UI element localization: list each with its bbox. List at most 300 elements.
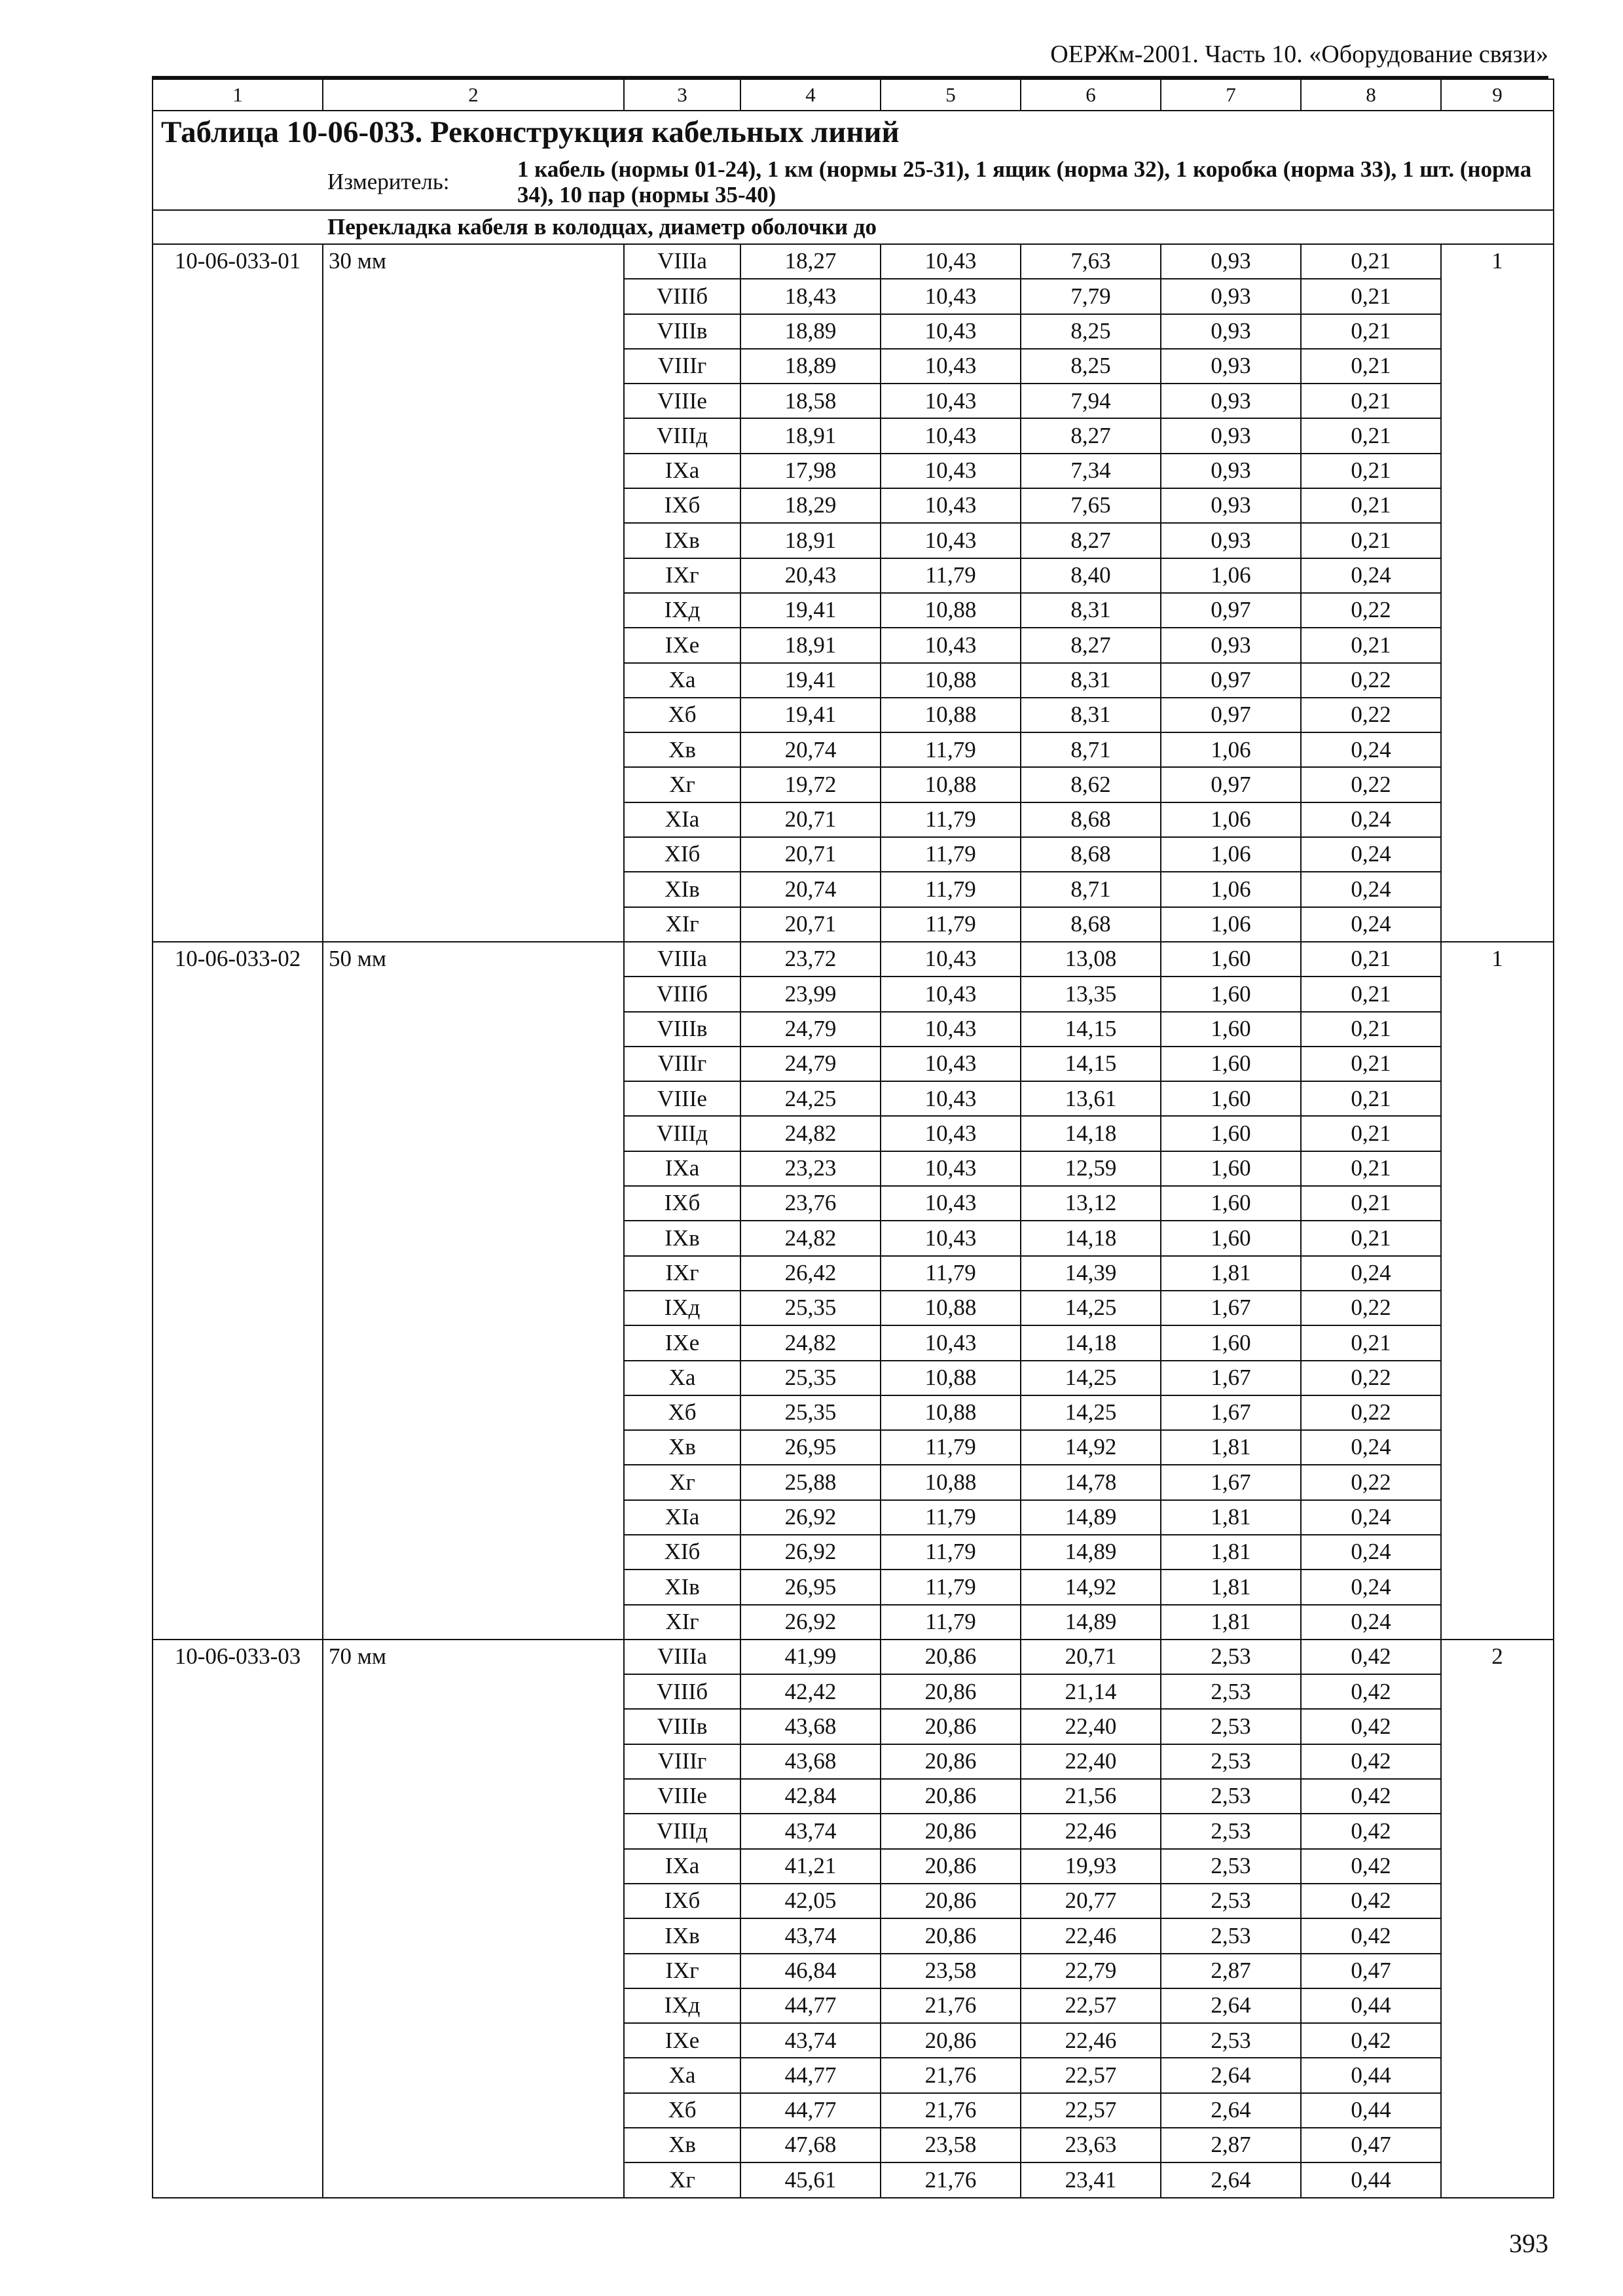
zone-cell: Xв	[624, 732, 740, 767]
value-col5: 21,76	[881, 2162, 1021, 2197]
value-col5: 10,43	[881, 418, 1021, 453]
value-col5: 11,79	[881, 802, 1021, 837]
value-col5: 20,86	[881, 1849, 1021, 1884]
value-col6: 14,39	[1021, 1256, 1161, 1291]
value-col7: 2,53	[1161, 1814, 1301, 1848]
norms-table	[152, 79, 1554, 2198]
value-col5: 10,43	[881, 454, 1021, 488]
unit-row	[153, 154, 1554, 210]
value-col5: 10,43	[881, 523, 1021, 558]
value-col7: 1,81	[1161, 1500, 1301, 1535]
value-col6: 14,15	[1021, 1047, 1161, 1081]
value-col6: 19,93	[1021, 1849, 1161, 1884]
value-col4: 18,58	[740, 384, 881, 418]
value-col8: 0,22	[1301, 1361, 1441, 1395]
zone-cell: Xг	[624, 1465, 740, 1499]
value-col4: 25,35	[740, 1361, 881, 1395]
column-number: 8	[1301, 79, 1441, 111]
zone-cell: Xб	[624, 1395, 740, 1430]
norm-group	[153, 244, 1554, 942]
value-col5: 10,43	[881, 1012, 1021, 1047]
zone-cell: VIIIа	[624, 942, 740, 977]
value-col7: 0,97	[1161, 663, 1301, 698]
value-col8: 0,21	[1301, 1221, 1441, 1255]
value-col8: 0,24	[1301, 1430, 1441, 1465]
unit-text: 1 кабель (нормы 01-24), 1 км (нормы 25-31), 1 ящик (норма 32), 1 коробка (норма 33), 1 шт. (норма 34), 10 пар (нормы 35-40)	[517, 156, 1532, 207]
value-col8: 0,21	[1301, 279, 1441, 314]
value-col7: 0,93	[1161, 279, 1301, 314]
value-col9: 1	[1441, 942, 1554, 1640]
value-col4: 46,84	[740, 1954, 881, 1988]
value-col7: 2,87	[1161, 2128, 1301, 2162]
value-col8: 0,21	[1301, 1012, 1441, 1047]
value-col5: 23,58	[881, 1954, 1021, 1988]
norm-name: 70 мм	[323, 1640, 624, 2198]
value-col8: 0,21	[1301, 384, 1441, 418]
value-col7: 2,64	[1161, 2093, 1301, 2128]
table-row	[153, 244, 1554, 279]
value-col6: 20,77	[1021, 1884, 1161, 1918]
value-col7: 1,60	[1161, 1151, 1301, 1186]
value-col6: 22,40	[1021, 1744, 1161, 1779]
value-col4: 18,29	[740, 488, 881, 523]
value-col7: 1,06	[1161, 802, 1301, 837]
value-col4: 44,77	[740, 2058, 881, 2092]
value-col8: 0,24	[1301, 558, 1441, 593]
value-col6: 14,89	[1021, 1500, 1161, 1535]
value-col4: 26,92	[740, 1605, 881, 1640]
zone-cell: Xа	[624, 663, 740, 698]
value-col7: 1,81	[1161, 1535, 1301, 1570]
value-col8: 0,44	[1301, 2058, 1441, 2092]
value-col8: 0,42	[1301, 1674, 1441, 1709]
value-col8: 0,24	[1301, 872, 1441, 906]
value-col7: 0,93	[1161, 244, 1301, 279]
value-col6: 21,56	[1021, 1779, 1161, 1814]
value-col5: 10,88	[881, 1361, 1021, 1395]
table-title: Таблица 10-06-033. Реконструкция кабельных линий	[161, 115, 900, 150]
value-col4: 41,21	[740, 1849, 881, 1884]
value-col6: 8,62	[1021, 767, 1161, 802]
zone-cell: IXд	[624, 1988, 740, 2023]
zone-cell: Xа	[624, 1361, 740, 1395]
zone-cell: IXа	[624, 454, 740, 488]
value-col6: 14,18	[1021, 1221, 1161, 1255]
value-col8: 0,24	[1301, 1256, 1441, 1291]
value-col6: 8,27	[1021, 523, 1161, 558]
value-col6: 8,68	[1021, 907, 1161, 942]
zone-cell: XIг	[624, 1605, 740, 1640]
zone-cell: VIIIг	[624, 1744, 740, 1779]
zone-cell: VIIIд	[624, 418, 740, 453]
value-col8: 0,42	[1301, 1918, 1441, 1953]
value-col8: 0,22	[1301, 1291, 1441, 1325]
value-col8: 0,21	[1301, 244, 1441, 279]
value-col8: 0,47	[1301, 2128, 1441, 2162]
zone-cell: IXг	[624, 1256, 740, 1291]
value-col7: 1,60	[1161, 1081, 1301, 1116]
table-title-cell	[153, 111, 1554, 154]
value-col4: 25,88	[740, 1465, 881, 1499]
value-col4: 20,71	[740, 837, 881, 872]
value-col4: 25,35	[740, 1395, 881, 1430]
value-col8: 0,44	[1301, 1988, 1441, 2023]
value-col6: 14,92	[1021, 1430, 1161, 1465]
value-col8: 0,21	[1301, 1186, 1441, 1221]
value-col5: 11,79	[881, 1430, 1021, 1465]
value-col6: 22,57	[1021, 1988, 1161, 2023]
value-col6: 14,25	[1021, 1361, 1161, 1395]
value-col5: 11,79	[881, 837, 1021, 872]
value-col8: 0,42	[1301, 1849, 1441, 1884]
value-col6: 22,79	[1021, 1954, 1161, 1988]
zone-cell: VIIIб	[624, 279, 740, 314]
zone-cell: IXв	[624, 523, 740, 558]
value-col8: 0,21	[1301, 1047, 1441, 1081]
value-col7: 0,97	[1161, 698, 1301, 732]
zone-cell: IXб	[624, 1186, 740, 1221]
value-col6: 8,31	[1021, 698, 1161, 732]
value-col7: 2,64	[1161, 2058, 1301, 2092]
zone-cell: IXд	[624, 1291, 740, 1325]
zone-cell: Xг	[624, 2162, 740, 2197]
value-col4: 44,77	[740, 2093, 881, 2128]
value-col7: 0,93	[1161, 349, 1301, 384]
value-col8: 0,21	[1301, 1116, 1441, 1151]
value-col8: 0,42	[1301, 1744, 1441, 1779]
value-col5: 10,88	[881, 663, 1021, 698]
zone-cell: Xг	[624, 767, 740, 802]
column-number: 7	[1161, 79, 1301, 111]
value-col7: 2,53	[1161, 1709, 1301, 1744]
value-col4: 20,71	[740, 802, 881, 837]
value-col8: 0,22	[1301, 698, 1441, 732]
value-col4: 24,79	[740, 1012, 881, 1047]
value-col5: 11,79	[881, 558, 1021, 593]
value-col8: 0,42	[1301, 1814, 1441, 1848]
value-col9: 1	[1441, 244, 1554, 942]
value-col5: 11,79	[881, 907, 1021, 942]
value-col8: 0,42	[1301, 1779, 1441, 1814]
value-col4: 43,74	[740, 1814, 881, 1848]
value-col7: 1,81	[1161, 1430, 1301, 1465]
value-col7: 2,53	[1161, 1884, 1301, 1918]
value-col4: 25,35	[740, 1291, 881, 1325]
value-col6: 22,46	[1021, 2023, 1161, 2058]
value-col8: 0,21	[1301, 454, 1441, 488]
value-col7: 1,81	[1161, 1605, 1301, 1640]
unit-cell	[153, 154, 1554, 210]
value-col7: 1,60	[1161, 1116, 1301, 1151]
value-col7: 1,81	[1161, 1570, 1301, 1604]
zone-cell: IXд	[624, 593, 740, 628]
value-col8: 0,24	[1301, 907, 1441, 942]
value-col8: 0,42	[1301, 1884, 1441, 1918]
value-col6: 14,25	[1021, 1395, 1161, 1430]
value-col5: 20,86	[881, 2023, 1021, 2058]
value-col5: 10,88	[881, 593, 1021, 628]
value-col6: 7,34	[1021, 454, 1161, 488]
value-col8: 0,21	[1301, 349, 1441, 384]
zone-cell: VIIIа	[624, 244, 740, 279]
value-col7: 1,06	[1161, 837, 1301, 872]
value-col6: 22,57	[1021, 2093, 1161, 2128]
zone-cell: IXе	[624, 628, 740, 662]
value-col4: 26,42	[740, 1256, 881, 1291]
zone-cell: VIIIб	[624, 977, 740, 1011]
column-number: 2	[323, 79, 624, 111]
zone-cell: IXв	[624, 1221, 740, 1255]
value-col4: 19,72	[740, 767, 881, 802]
value-col5: 20,86	[881, 1814, 1021, 1848]
value-col4: 20,43	[740, 558, 881, 593]
value-col4: 18,91	[740, 628, 881, 662]
value-col5: 11,79	[881, 1256, 1021, 1291]
zone-cell: VIIIг	[624, 349, 740, 384]
zone-cell: Xб	[624, 2093, 740, 2128]
value-col5: 21,76	[881, 2058, 1021, 2092]
value-col7: 2,53	[1161, 1849, 1301, 1884]
value-col6: 12,59	[1021, 1151, 1161, 1186]
table-title-row	[153, 111, 1554, 154]
value-col5: 20,86	[881, 1709, 1021, 1744]
value-col7: 0,93	[1161, 628, 1301, 662]
zone-cell: Xв	[624, 1430, 740, 1465]
page-number: 393	[1509, 2229, 1548, 2258]
value-col4: 18,89	[740, 349, 881, 384]
value-col6: 13,35	[1021, 977, 1161, 1011]
value-col8: 0,21	[1301, 488, 1441, 523]
value-col7: 1,67	[1161, 1395, 1301, 1430]
zone-cell: VIIIв	[624, 314, 740, 349]
zone-cell: IXв	[624, 1918, 740, 1953]
value-col8: 0,22	[1301, 1465, 1441, 1499]
value-col8: 0,21	[1301, 1325, 1441, 1360]
value-col5: 10,43	[881, 1325, 1021, 1360]
zone-cell: XIб	[624, 837, 740, 872]
value-col4: 20,71	[740, 907, 881, 942]
value-col4: 26,95	[740, 1570, 881, 1604]
value-col6: 8,31	[1021, 593, 1161, 628]
value-col5: 10,88	[881, 698, 1021, 732]
value-col5: 11,79	[881, 1500, 1021, 1535]
zone-cell: IXе	[624, 2023, 740, 2058]
value-col5: 10,88	[881, 1395, 1021, 1430]
value-col7: 1,60	[1161, 1047, 1301, 1081]
table-row	[153, 1640, 1554, 1674]
value-col8: 0,21	[1301, 314, 1441, 349]
value-col5: 10,43	[881, 384, 1021, 418]
value-col8: 0,22	[1301, 593, 1441, 628]
value-col5: 10,43	[881, 314, 1021, 349]
value-col4: 23,72	[740, 942, 881, 977]
column-number: 5	[881, 79, 1021, 111]
value-col7: 2,53	[1161, 1918, 1301, 1953]
value-col8: 0,24	[1301, 1570, 1441, 1604]
value-col6: 7,94	[1021, 384, 1161, 418]
value-col6: 8,71	[1021, 872, 1161, 906]
value-col6: 14,25	[1021, 1291, 1161, 1325]
zone-cell: VIIIд	[624, 1116, 740, 1151]
value-col7: 1,67	[1161, 1291, 1301, 1325]
value-col8: 0,24	[1301, 837, 1441, 872]
column-number: 9	[1441, 79, 1554, 111]
column-number-row	[153, 79, 1554, 111]
value-col6: 22,46	[1021, 1918, 1161, 1953]
value-col5: 20,86	[881, 1918, 1021, 1953]
zone-cell: VIIIе	[624, 1081, 740, 1116]
norm-code: 10-06-033-01	[153, 244, 323, 942]
value-col8: 0,21	[1301, 418, 1441, 453]
value-col4: 42,05	[740, 1884, 881, 1918]
value-col5: 11,79	[881, 1570, 1021, 1604]
value-col8: 0,22	[1301, 663, 1441, 698]
value-col4: 26,92	[740, 1500, 881, 1535]
value-col8: 0,24	[1301, 732, 1441, 767]
value-col6: 14,89	[1021, 1605, 1161, 1640]
zone-cell: Xб	[624, 698, 740, 732]
value-col7: 0,93	[1161, 314, 1301, 349]
value-col6: 20,71	[1021, 1640, 1161, 1674]
value-col4: 26,92	[740, 1535, 881, 1570]
value-col5: 10,43	[881, 977, 1021, 1011]
column-number: 3	[624, 79, 740, 111]
value-col8: 0,22	[1301, 1395, 1441, 1430]
value-col4: 43,68	[740, 1744, 881, 1779]
value-col6: 14,89	[1021, 1535, 1161, 1570]
value-col6: 13,61	[1021, 1081, 1161, 1116]
value-col4: 18,27	[740, 244, 881, 279]
zone-cell: Xа	[624, 2058, 740, 2092]
value-col4: 24,82	[740, 1116, 881, 1151]
zone-cell: XIа	[624, 1500, 740, 1535]
value-col7: 2,53	[1161, 1640, 1301, 1674]
zone-cell: XIв	[624, 872, 740, 906]
running-head: ОЕРЖм-2001. Часть 10. «Оборудование связи»	[152, 38, 1548, 79]
value-col5: 21,76	[881, 2093, 1021, 2128]
value-col5: 10,43	[881, 488, 1021, 523]
value-col4: 18,91	[740, 523, 881, 558]
value-col7: 0,93	[1161, 418, 1301, 453]
value-col6: 21,14	[1021, 1674, 1161, 1709]
value-col4: 24,79	[740, 1047, 881, 1081]
value-col8: 0,44	[1301, 2093, 1441, 2128]
value-col4: 43,74	[740, 2023, 881, 2058]
value-col5: 10,88	[881, 1465, 1021, 1499]
value-col6: 14,92	[1021, 1570, 1161, 1604]
value-col4: 45,61	[740, 2162, 881, 2197]
value-col6: 8,68	[1021, 802, 1161, 837]
value-col5: 21,76	[881, 1988, 1021, 2023]
value-col8: 0,44	[1301, 2162, 1441, 2197]
value-col6: 14,18	[1021, 1116, 1161, 1151]
value-col5: 10,88	[881, 767, 1021, 802]
value-col5: 10,43	[881, 349, 1021, 384]
value-col4: 44,77	[740, 1988, 881, 2023]
value-col6: 14,18	[1021, 1325, 1161, 1360]
zone-cell: VIIIе	[624, 384, 740, 418]
value-col6: 8,68	[1021, 837, 1161, 872]
value-col5: 10,43	[881, 1221, 1021, 1255]
norm-group	[153, 942, 1554, 1640]
zone-cell: VIIIв	[624, 1709, 740, 1744]
value-col6: 7,63	[1021, 244, 1161, 279]
value-col6: 7,79	[1021, 279, 1161, 314]
value-col4: 26,95	[740, 1430, 881, 1465]
value-col7: 1,67	[1161, 1465, 1301, 1499]
value-col7: 1,60	[1161, 977, 1301, 1011]
value-col6: 8,31	[1021, 663, 1161, 698]
value-col8: 0,21	[1301, 628, 1441, 662]
column-number: 1	[153, 79, 323, 111]
value-col4: 43,74	[740, 1918, 881, 1953]
value-col4: 41,99	[740, 1640, 881, 1674]
value-col6: 22,57	[1021, 2058, 1161, 2092]
zone-cell: XIг	[624, 907, 740, 942]
value-col7: 2,64	[1161, 1988, 1301, 2023]
value-col8: 0,42	[1301, 2023, 1441, 2058]
value-col4: 20,74	[740, 732, 881, 767]
value-col7: 2,87	[1161, 1954, 1301, 1988]
value-col7: 0,93	[1161, 384, 1301, 418]
zone-cell: VIIIа	[624, 1640, 740, 1674]
value-col5: 23,58	[881, 2128, 1021, 2162]
value-col5: 11,79	[881, 872, 1021, 906]
value-col4: 42,42	[740, 1674, 881, 1709]
value-col7: 1,60	[1161, 1221, 1301, 1255]
column-number: 6	[1021, 79, 1161, 111]
zone-cell: Xв	[624, 2128, 740, 2162]
value-col6: 8,27	[1021, 628, 1161, 662]
value-col8: 0,24	[1301, 1605, 1441, 1640]
value-col7: 1,81	[1161, 1256, 1301, 1291]
value-col6: 23,63	[1021, 2128, 1161, 2162]
zone-cell: VIIIг	[624, 1047, 740, 1081]
value-col4: 17,98	[740, 454, 881, 488]
norm-name: 30 мм	[323, 244, 624, 942]
zone-cell: XIа	[624, 802, 740, 837]
value-col6: 14,15	[1021, 1012, 1161, 1047]
value-col7: 1,06	[1161, 872, 1301, 906]
zone-cell: IXа	[624, 1151, 740, 1186]
value-col8: 0,24	[1301, 1535, 1441, 1570]
value-col7: 1,60	[1161, 942, 1301, 977]
value-col5: 20,86	[881, 1744, 1021, 1779]
value-col8: 0,42	[1301, 1640, 1441, 1674]
value-col4: 23,23	[740, 1151, 881, 1186]
value-col7: 1,60	[1161, 1186, 1301, 1221]
value-col8: 0,21	[1301, 977, 1441, 1011]
value-col8: 0,24	[1301, 802, 1441, 837]
section-heading-row	[153, 210, 1554, 244]
value-col4: 43,68	[740, 1709, 881, 1744]
value-col7: 1,60	[1161, 1325, 1301, 1360]
value-col5: 10,88	[881, 1291, 1021, 1325]
value-col6: 8,71	[1021, 732, 1161, 767]
value-col8: 0,21	[1301, 523, 1441, 558]
norm-name: 50 мм	[323, 942, 624, 1640]
value-col7: 1,60	[1161, 1012, 1301, 1047]
zone-cell: IXб	[624, 1884, 740, 1918]
unit-label: Измеритель:	[327, 168, 450, 194]
zone-cell: IXб	[624, 488, 740, 523]
value-col4: 19,41	[740, 698, 881, 732]
value-col4: 18,43	[740, 279, 881, 314]
value-col8: 0,24	[1301, 1500, 1441, 1535]
zone-cell: IXа	[624, 1849, 740, 1884]
value-col7: 1,06	[1161, 558, 1301, 593]
value-col7: 1,06	[1161, 907, 1301, 942]
